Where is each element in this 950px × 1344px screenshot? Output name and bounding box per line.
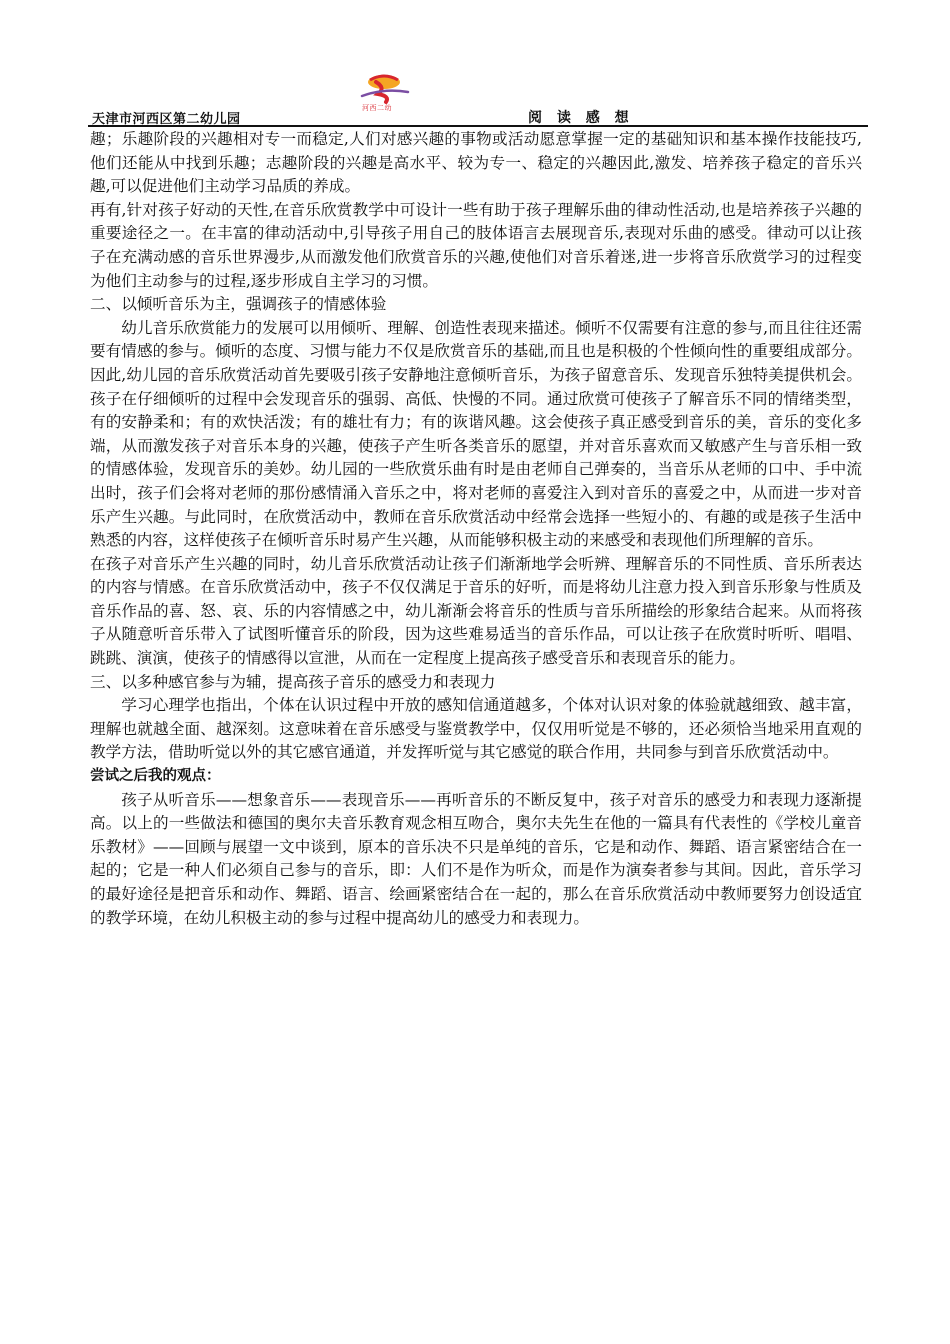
paragraph: 孩子从听音乐——想象音乐——表现音乐——再听音乐的不断反复中，孩子对音乐的感受力和表现力逐渐提高。以上的一些做法和德国的奥尔夫音乐教育观念相互吻合，奥尔夫先生在他的一篇具有代表性的《学校儿童音乐教材》——回顾与展望一文中谈到，原本的音乐决不只是单纯的音乐，它是和动作、舞蹈、语言紧密结合在一起的；它是一种人们必须自己参与的音乐，即：人们不是作为听众，而是作为演奏者参与其间。因此，音乐学习的最好途径是把音乐和动作、舞蹈、语言、绘画紧密结合在一起的，那么在音乐欣赏活动中教师要努力创设适宜的教学环境，在幼儿积极主动的参与过程中提高幼儿的感受力和表现力。 [90, 790, 862, 927]
page-header [88, 70, 868, 126]
opinion-heading: 尝试之后我的观点： [90, 768, 221, 785]
header-divider [88, 125, 868, 127]
logo-text: 河西二幼 [362, 104, 392, 112]
paragraph: 在孩子对音乐产生兴趣的同时，幼儿音乐欣赏活动让孩子们渐渐地学会听辨、理解音乐的不同性质、音乐所表达的内容与情感。在音乐欣赏活动中，孩子不仅仅满足于音乐的好听，而是将幼儿注意力投入到音乐形象与性质及音乐作品的喜、怒、哀、乐的内容情感之中，幼儿渐渐会将音乐的性质与音乐所描绘的形象结合起来。从而将孩子从随意听音乐带入了试图听懂音乐的阶段，因为这些难易适当的音乐作品，可以让孩子在欣赏时听听、唱唱、跳跳、演演，使孩子的情感得以宣泄，从而在一定程度上提高孩子感受音乐和表现音乐的能力。 [90, 554, 862, 668]
paragraph: 学习心理学也指出，个体在认识过程中开放的感知信通道越多，个体对认识对象的体验就越细致、越丰富，理解也就越全面、越深刻。这意味着在音乐感受与鉴赏教学中，仅仅用听觉是不够的，还必须恰当地采用直观的教学方法，借助听觉以外的其它感官通道，并发挥听觉与其它感觉的联合作用，共同参与到音乐欣赏活动中。 [90, 696, 862, 762]
page-title: 阅 读 感 想 [528, 110, 634, 126]
article-body [90, 128, 862, 930]
section-heading: 二、以倾听音乐为主，强调孩子的情感体验 [90, 295, 387, 314]
paragraph: 幼儿音乐欣赏能力的发展可以用倾听、理解、创造性表现来描述。倾听不仅需要有注意的参与,而且往往还需要有情感的参与。倾听的态度、习惯与能力不仅是欣赏音乐的基础,而且也是积极的个性倾向性的重要组成部分。因此,幼儿园的音乐欣赏活动首先要吸引孩子安静地注意倾听音乐，为孩子留意音乐、发现音乐独特美提供机会。孩子在仔细倾听的过程中会发现音乐的强弱、高低、快慢的不同。通过欣赏可使孩子了解音乐不同的情绪类型，有的安静柔和；有的欢快活泼；有的雄壮有力；有的诙谐风趣。这会使孩子真正感受到音乐的美，音乐的变化多端，从而激发孩子对音乐本身的兴趣，使孩子产生听各类音乐的愿望，并对音乐喜欢而又敏感产生与音乐相一致的情感体验，发现音乐的美妙。幼儿园的一些欣赏乐曲有时是由老师自己弹奏的，当音乐从老师的口中、手中流出时，孩子们会将对老师的那份感情涌入音乐之中，将对老师的喜爱注入到对音乐的喜爱之中，从而进一步对音乐产生兴趣。与此同时，在欣赏活动中，教师在音乐欣赏活动中经常会选择一些短小的、有趣的或是孩子生活中熟悉的内容，这样使孩子在倾听音乐时易产生兴趣，从而能够积极主动的来感受和表现他们所理解的音乐。 [90, 318, 862, 550]
paragraph: 再有,针对孩子好动的天性,在音乐欣赏教学中可设计一些有助于孩子理解乐曲的律动性活动,也是培养孩子兴趣的重要途径之一。在丰富的律动活动中,引导孩子用自己的肢体语言去展现音乐,表现对乐曲的感受。律动可以让孩子在充满动感的音乐世界漫步,从而激发他们欣赏音乐的兴趣,使他们对音乐着迷,进一步将音乐欣赏学习的过程变为他们主动参与的过程,逐步形成自主学习的习惯。 [90, 200, 862, 290]
section-heading: 三、以多种感官参与为辅，提高孩子音乐的感受力和表现力 [90, 672, 496, 691]
paragraph: 趣；乐趣阶段的兴趣相对专一而稳定,人们对感兴趣的事物或活动愿意掌握一定的基础知识和基本操作技能技巧,他们还能从中找到乐趣；志趣阶段的兴趣是高水平、较为专一、稳定的兴趣因此,激发、培养孩子稳定的音乐兴趣,可以促进他们主动学习品质的养成。 [90, 130, 862, 196]
school-name: 天津市河西区第二幼儿园 [92, 112, 241, 127]
